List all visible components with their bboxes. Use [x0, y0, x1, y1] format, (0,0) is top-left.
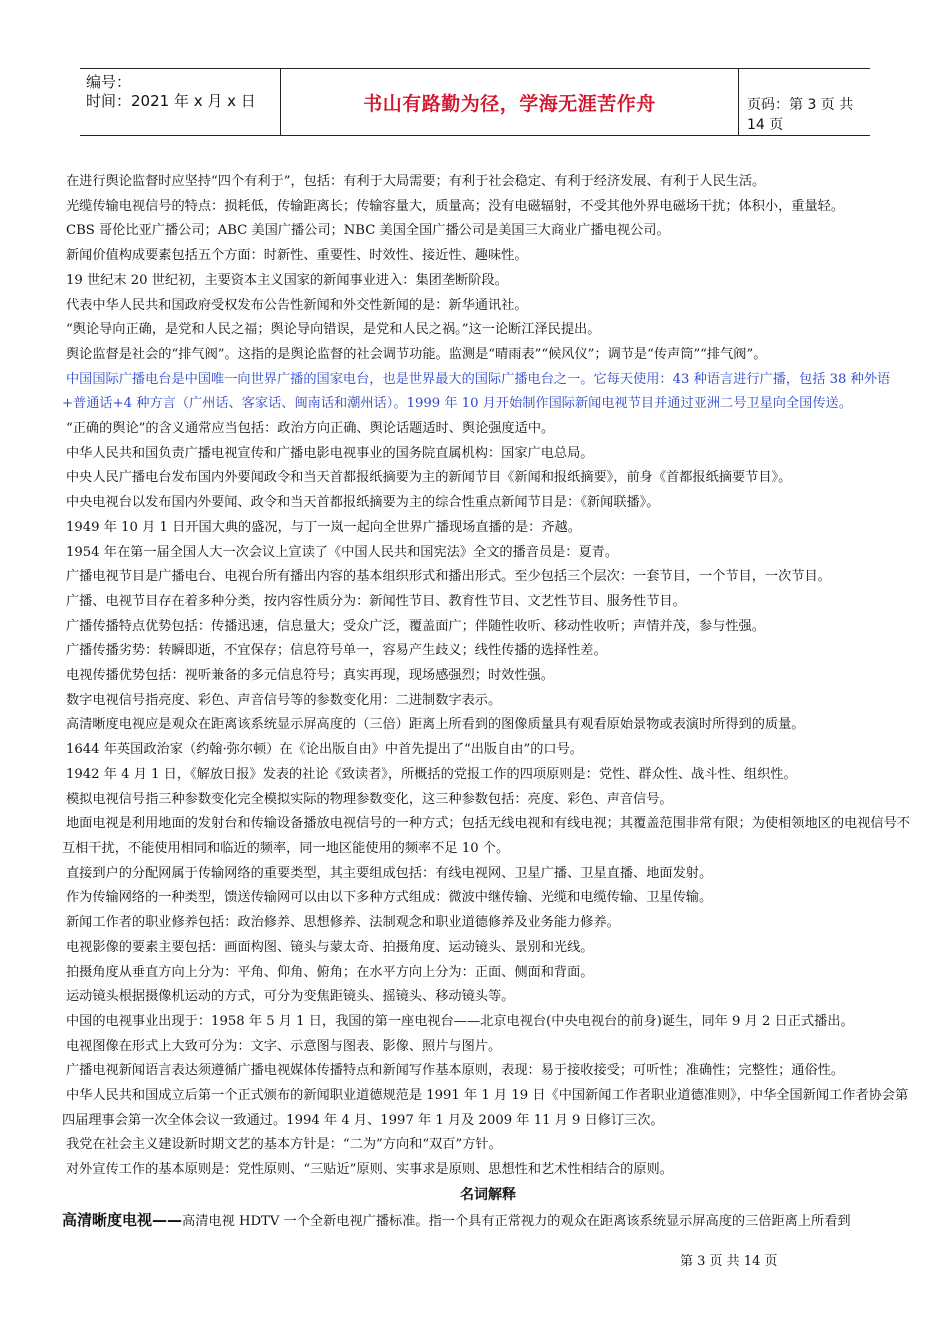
- paragraph: 直接到户的分配网属于传输网络的重要类型，其主要组成包括：有线电视网、卫星广播、卫星直播、地面发射。: [66, 865, 713, 881]
- paragraph: 1942 年 4 月 1 日，《解放日报》发表的社论《致读者》，所概括的党报工作的四项原则是：党性、群众性、战斗性、组织性。: [66, 766, 797, 782]
- paragraph: 作为传输网络的一种类型，馈送传输网可以由以下多种方式组成：微波中继传输、光缆和电缆传输、卫星传输。: [66, 890, 713, 906]
- paragraph: 中央人民广播电台发布国内外要闻政令和当天首都报纸摘要为主的新闻节目《新闻和报纸摘要》，前身《首都报纸摘要节目》。: [66, 470, 792, 486]
- paragraph: CBS 哥伦比亚广播公司；ABC 美国广播公司；NBC 美国全国广播公司是美国三大商业广播电视公司。: [66, 223, 670, 239]
- section-title: 名词解释: [460, 1186, 516, 1203]
- paragraph: 模拟电视信号指三种参数变化完全模拟实际的物理参数变化，这三种参数包括：亮度、彩色、声音信号。: [66, 791, 673, 807]
- paragraph: 代表中华人民共和国政府受权发布公告性新闻和外交性新闻的是：新华通讯社。: [66, 297, 528, 313]
- paragraph: “舆论导向正确，是党和人民之福；舆论导向错误，是党和人民之祸。”这一论断江泽民提出。: [66, 322, 601, 338]
- paragraph: 电视传播优势包括：视听兼备的多元信息符号；真实再现，现场感强烈；时效性强。: [66, 668, 554, 684]
- paragraph: 广播传播特点优势包括：传播迅速，信息量大；受众广泛，覆盖面广；伴随性收听、移动性收听；声情并茂，参与性强。: [66, 618, 765, 634]
- paragraph: 电视图像在形式上大致可分为：文字、示意图与图表、影像、照片与图片。: [66, 1038, 502, 1054]
- term-entry: [62, 1208, 914, 1235]
- paragraph: 19 世纪末 20 世纪初，主要资本主义国家的新闻事业进入：集团垄断阶段。: [66, 272, 508, 288]
- paragraph: 1949 年 10 月 1 日开国大典的盛况，与丁一岚一起向全世界广播现场直播的是：齐越。: [66, 519, 581, 535]
- document-body: [62, 170, 914, 1234]
- term-definition: 高清电视 HDTV 一个全新电视广播标准。指一个具有正常视力的观众在距离该系统显示屏高度的三倍距离上所看到: [182, 1213, 851, 1229]
- paragraph: 中华人民共和国成立后第一个正式颁布的新闻职业道德规范是 1991 年 1 月 19 日《中国新闻工作者职业道德准则》，中华全国新闻工作者协会第四届理事会第一次全体会议一致通过。1994 年 4 月、1997 年 1 月及 2009 年 11 月 9 日修订三次。: [62, 1088, 909, 1128]
- paragraph: 在进行舆论监督时应坚持“四个有利于”，包括：有利于大局需要；有利于社会稳定、有利于经济发展、有利于人民生活。: [66, 174, 766, 189]
- paragraph: 广播传播劣势：转瞬即逝，不宜保存；信息符号单一，容易产生歧义；线性传播的选择性差。: [66, 643, 607, 659]
- paragraph: 我党在社会主义建设新时期文艺的基本方针是：“二为”方向和“双百”方针。: [66, 1137, 502, 1153]
- paragraph: 广播电视节目是广播电台、电视台所有播出内容的基本组织形式和播出形式。至少包括三个层次：一套节目，一个节目，一次节目。: [66, 569, 831, 585]
- paragraph: 中华人民共和国负责广播电视宣传和广播电影电视事业的国务院直属机构：国家广电总局。: [66, 445, 594, 461]
- time-label: 时间：2021 年 x 月 x 日: [86, 92, 256, 110]
- header-left: [86, 73, 256, 111]
- paragraph: 广播电视新闻语言表达须遵循广播电视媒体传播特点和新闻写作基本原则，表现：易于接收接受；可听性；准确性；完整性；通俗性。: [66, 1063, 845, 1079]
- number-label: 编号：: [86, 73, 132, 91]
- paragraph: 高清晰度电视应是观众在距离该系统显示屏高度的（三倍）距离上所看到的图像质量具有观看原始景物或表演时所得到的质量。: [66, 717, 805, 733]
- motto: 书山有路勤为径，学海无涯苦作舟: [363, 92, 656, 115]
- paragraph: 广播、电视节目存在着多种分类，按内容性质分为：新闻性节目、教育性节目、文艺性节目、服务性节目。: [66, 593, 686, 609]
- page-footer: 第 3 页 共 14 页: [680, 1254, 778, 1269]
- paragraph: 电视影像的要素主要包括：画面构图、镜头与蒙太奇、拍摄角度、运动镜头、景别和光线。: [66, 939, 594, 955]
- paragraph: 拍摄角度从垂直方向上分为：平角、仰角、俯角；在水平方向上分为：正面、侧面和背面。: [66, 964, 594, 980]
- paragraph: 新闻价值构成要素包括五个方面：时新性、重要性、时效性、接近性、趣味性。: [66, 248, 528, 264]
- paragraph-highlighted: 中国国际广播电台是中国唯一向世界广播的国家电台，也是世界最大的国际广播电台之一。它每天使用：43 种语言进行广播，包括 38 种外语+普通话+4 种方言（广州话、客家话、闽南话和潮州话）。1999 年 10 月开始制作国际新闻电视节目并通过亚洲二号卫星向全国传送。: [62, 371, 891, 412]
- paragraph: 舆论监督是社会的“排气阀”。这指的是舆论监督的社会调节功能。监测是“晴雨表”“候风仪”；调节是“传声筒”“排气阀”。: [66, 346, 767, 362]
- page-header: [80, 68, 870, 136]
- header-motto-cell: [280, 69, 739, 135]
- paragraph: 中央电视台以发布国内外要闻、政令和当天首都报纸摘要为主的综合性重点新闻节目是：《新闻联播》。: [66, 495, 660, 511]
- paragraph: 光缆传输电视信号的特点：损耗低，传输距离长；传输容量大，质量高；没有电磁辐射，不受其他外界电磁场干扰；体积小，重量轻。: [66, 198, 845, 214]
- paragraph: 对外宣传工作的基本原则是：党性原则、“三贴近”原则、实事求是原则、思想性和艺术性相结合的原则。: [66, 1162, 673, 1178]
- paragraph: 地面电视是利用地面的发射台和传输设备播放电视信号的一种方式；包括无线电视和有线电视；其覆盖范围非常有限；为使相领地区的电视信号不互相干扰，不能使用相同和临近的频率，同一地区能使用的频率不足 10 个。: [62, 816, 910, 856]
- paragraph: 数字电视信号指亮度、彩色、声音信号等的参数变化用：二进制数字表示。: [66, 692, 502, 708]
- paragraph: 新闻工作者的职业修养包括：政治修养、思想修养、法制观念和职业道德修养及业务能力修养。: [66, 915, 620, 931]
- paragraph: 运动镜头根据摄像机运动的方式，可分为变焦距镜头、摇镜头、移动镜头等。: [66, 989, 515, 1005]
- term-name: 高清晰度电视——: [62, 1210, 183, 1229]
- paragraph: 中国的电视事业出现于：1958 年 5 月 1 日，我国的第一座电视台——北京电视台(中央电视台的前身)诞生，同年 9 月 2 日正式播出。: [66, 1013, 854, 1029]
- paragraph: 1954 年在第一届全国人大一次会议上宣读了《中国人民共和国宪法》全文的播音员是：夏青。: [66, 544, 619, 560]
- paragraph: “正确的舆论”的含义通常应当包括：政治方向正确、舆论话题适时、舆论强度适中。: [66, 421, 555, 437]
- paragraph: 1644 年英国政治家（约翰·弥尔顿）在《论出版自由》中首先提出了“出版自由”的口号。: [66, 742, 583, 758]
- page-label: 页码：第 3 页 共 14 页: [747, 97, 854, 133]
